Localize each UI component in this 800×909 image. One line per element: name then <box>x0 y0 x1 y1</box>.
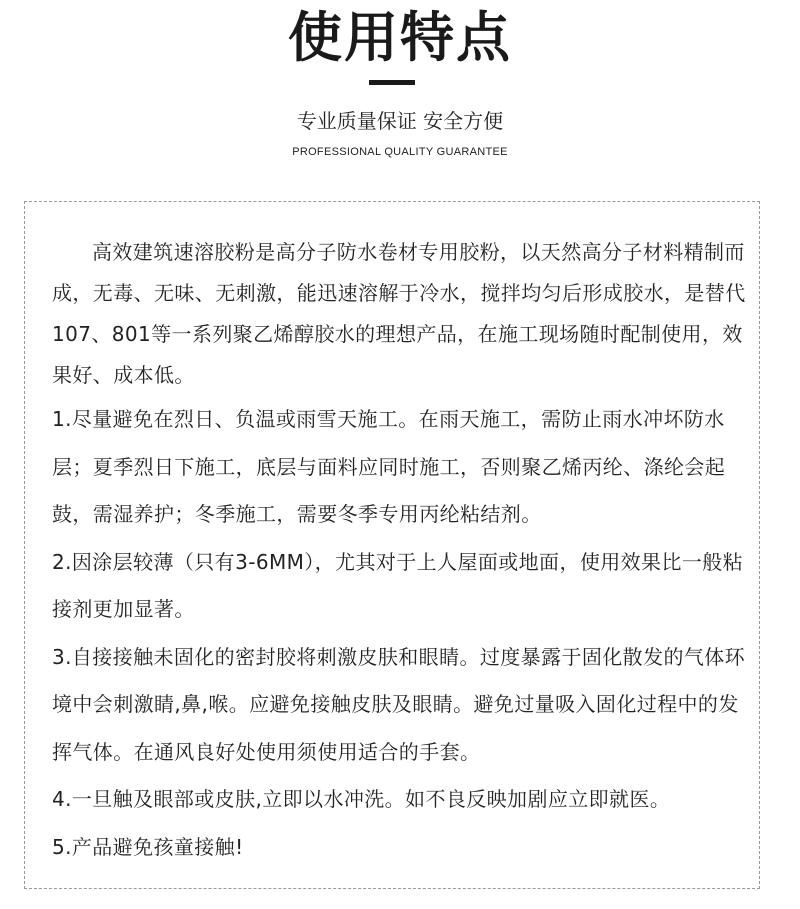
point-4: 4.一旦触及眼部或皮肤,立即以水冲洗。如不良反映加剧应立即就医。 <box>52 787 671 811</box>
page-title: 使用特点 <box>288 6 512 69</box>
title-underline <box>369 80 415 85</box>
subtitle: 专业质量保证 安全方便 <box>296 109 504 133</box>
point-5: 5.产品避免孩童接触! <box>52 834 244 859</box>
point-2: 2.因涂层较薄（只有3-6MM），尤其对于上人屋面或地面，使用效果比一般粘接剂更加显著。 <box>52 549 744 621</box>
point-3: 3.自接接触未固化的密封胶将刺激皮肤和眼睛。过度暴露于固化散发的气体环境中会刺激睛,鼻,喉。应避免接触皮肤及眼睛。避免过量吸入固化过程中的发挥气体。在通风良好处使用须使用适合的手套。 <box>52 644 746 764</box>
subtitle-english: PROFESSIONAL QUALITY GUARANTEE <box>292 146 508 158</box>
point-1: 1.尽量避免在烈日、负温或雨雪天施工。在雨天施工，需防止雨水冲坏防水层；夏季烈日下施工，底层与面料应同时施工，否则聚乙烯丙纶、涤纶会起鼓，需湿养护；冬季施工，需要冬季专用丙纶粘结剂。 <box>52 407 726 526</box>
intro-paragraph: 高效建筑速溶胶粉是高分子防水卷材专用胶粉，以天然高分子材料精制而成，无毒、无味、无刺激，能迅速溶解于冷水，搅拌均匀后形成胶水，是替代107、801等一系列聚乙烯醇胶水的理想产品，在施工现场随时配制使用，效果好、成本低。 <box>52 240 746 387</box>
content-body <box>52 232 752 871</box>
